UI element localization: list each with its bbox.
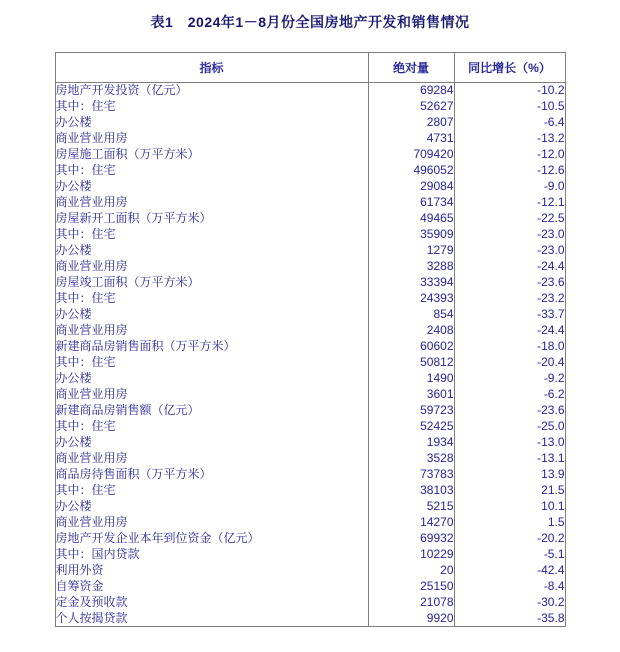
growth-value-cell: -20.2 xyxy=(454,531,565,547)
absolute-value-cell: 10229 xyxy=(368,547,454,563)
table-row xyxy=(55,387,565,403)
indicator-cell: 商业营业用房 xyxy=(55,387,128,401)
table-row xyxy=(55,595,565,611)
growth-value-cell: -24.4 xyxy=(454,323,565,339)
absolute-value-cell: 33394 xyxy=(368,275,454,291)
absolute-value-cell: 21078 xyxy=(368,595,454,611)
absolute-value-cell: 3601 xyxy=(368,387,454,403)
absolute-value-cell: 24393 xyxy=(368,291,454,307)
indicator-cell: 办公楼 xyxy=(55,371,92,385)
indicator-cell: 其中：住宅 xyxy=(55,355,116,369)
indicator-cell: 办公楼 xyxy=(55,307,92,321)
table-row xyxy=(55,339,565,355)
table-row xyxy=(55,275,565,291)
indicator-cell: 商业营业用房 xyxy=(55,515,128,529)
absolute-value-cell: 29084 xyxy=(368,179,454,195)
absolute-value-cell: 61734 xyxy=(368,195,454,211)
growth-value-cell: -33.7 xyxy=(454,307,565,323)
absolute-value-cell: 69284 xyxy=(368,83,454,99)
growth-value-cell: -42.4 xyxy=(454,563,565,579)
table-row xyxy=(55,419,565,435)
absolute-value-cell: 69932 xyxy=(368,531,454,547)
growth-value-cell: -20.4 xyxy=(454,355,565,371)
growth-value-cell: -23.6 xyxy=(454,275,565,291)
indicator-cell: 商业营业用房 xyxy=(55,451,128,465)
indicator-cell: 商业营业用房 xyxy=(55,195,128,209)
growth-value-cell: -25.0 xyxy=(454,419,565,435)
table-row xyxy=(55,323,565,339)
header-row xyxy=(55,53,565,83)
indicator-cell: 其中：住宅 xyxy=(55,99,116,113)
indicator-cell: 办公楼 xyxy=(55,435,92,449)
indicator-cell: 新建商品房销售额（亿元） xyxy=(55,403,200,417)
indicator-cell: 新建商品房销售面积（万平方米） xyxy=(55,339,236,353)
growth-value-cell: -5.1 xyxy=(454,547,565,563)
absolute-value-cell: 49465 xyxy=(368,211,454,227)
table-row xyxy=(55,83,565,99)
growth-value-cell: -12.1 xyxy=(454,195,565,211)
table-row xyxy=(55,195,565,211)
indicator-cell: 办公楼 xyxy=(55,243,92,257)
table-row xyxy=(55,115,565,131)
absolute-value-cell: 60602 xyxy=(368,339,454,355)
table-row xyxy=(55,307,565,323)
indicator-cell: 房屋新开工面积（万平方米） xyxy=(55,211,212,225)
table-row xyxy=(55,451,565,467)
growth-value-cell: -23.6 xyxy=(454,403,565,419)
absolute-value-cell: 1279 xyxy=(368,243,454,259)
indicator-cell: 房屋施工面积（万平方米） xyxy=(55,147,200,161)
absolute-value-cell: 59723 xyxy=(368,403,454,419)
growth-value-cell: -24.4 xyxy=(454,259,565,275)
absolute-value-cell: 20 xyxy=(368,563,454,579)
absolute-value-cell: 25150 xyxy=(368,579,454,595)
growth-value-cell: -23.0 xyxy=(454,227,565,243)
growth-value-cell: 10.1 xyxy=(454,499,565,515)
indicator-cell: 其中：国内贷款 xyxy=(55,547,140,561)
absolute-value-cell: 854 xyxy=(368,307,454,323)
indicator-cell: 房屋竣工面积（万平方米） xyxy=(55,275,200,289)
indicator-cell: 商品房待售面积（万平方米） xyxy=(55,467,212,481)
absolute-value-cell: 52627 xyxy=(368,99,454,115)
indicator-cell: 其中：住宅 xyxy=(55,227,116,241)
indicator-cell: 办公楼 xyxy=(55,179,92,193)
table-row xyxy=(55,611,565,627)
indicator-cell: 自筹资金 xyxy=(55,579,104,593)
table-row xyxy=(55,515,565,531)
table-row xyxy=(55,403,565,419)
indicator-cell: 办公楼 xyxy=(55,115,92,129)
growth-value-cell: 21.5 xyxy=(454,483,565,499)
table-row xyxy=(55,99,565,115)
growth-value-cell: 1.5 xyxy=(454,515,565,531)
indicator-cell: 定金及预收款 xyxy=(55,595,128,609)
absolute-value-cell: 4731 xyxy=(368,131,454,147)
indicator-cell: 其中：住宅 xyxy=(55,163,116,177)
table-row xyxy=(55,131,565,147)
indicator-cell: 个人按揭贷款 xyxy=(55,610,128,625)
growth-value-cell: -13.1 xyxy=(454,451,565,467)
indicator-cell: 商业营业用房 xyxy=(55,259,128,273)
absolute-value-cell: 496052 xyxy=(368,163,454,179)
growth-value-cell: -35.8 xyxy=(454,611,565,627)
table-row xyxy=(55,211,565,227)
absolute-value-cell: 5215 xyxy=(368,499,454,515)
growth-value-cell: -23.0 xyxy=(454,243,565,259)
growth-value-cell: -6.4 xyxy=(454,115,565,131)
growth-value-cell: -22.5 xyxy=(454,211,565,227)
growth-value-cell: -23.2 xyxy=(454,291,565,307)
table-row xyxy=(55,563,565,579)
growth-value-cell: 13.9 xyxy=(454,467,565,483)
absolute-value-cell: 1934 xyxy=(368,435,454,451)
growth-value-cell: -9.2 xyxy=(454,371,565,387)
indicator-cell: 其中：住宅 xyxy=(55,483,116,497)
indicator-cell: 房地产开发投资（亿元） xyxy=(55,83,188,98)
absolute-value-cell: 52425 xyxy=(368,419,454,435)
growth-value-cell: -13.2 xyxy=(454,131,565,147)
absolute-value-cell: 14270 xyxy=(368,515,454,531)
table-row xyxy=(55,467,565,483)
table-row xyxy=(55,147,565,163)
indicator-cell: 办公楼 xyxy=(55,499,92,513)
growth-value-cell: -10.5 xyxy=(454,99,565,115)
absolute-value-cell: 3288 xyxy=(368,259,454,275)
growth-value-cell: -10.2 xyxy=(454,83,565,99)
indicator-cell: 房地产开发企业本年到位资金（亿元） xyxy=(55,531,260,545)
growth-value-cell: -30.2 xyxy=(454,595,565,611)
growth-value-cell: -6.2 xyxy=(454,387,565,403)
table-row xyxy=(55,483,565,499)
table-row xyxy=(55,163,565,179)
table-row xyxy=(55,547,565,563)
absolute-value-cell: 50812 xyxy=(368,355,454,371)
absolute-value-cell: 1490 xyxy=(368,371,454,387)
absolute-value-cell: 9920 xyxy=(368,611,454,627)
growth-value-cell: -12.0 xyxy=(454,147,565,163)
table-row xyxy=(55,499,565,515)
indicator-cell: 商业营业用房 xyxy=(55,131,128,145)
table-row xyxy=(55,179,565,195)
header-growth: 同比增长（%） xyxy=(454,53,565,83)
table-row xyxy=(55,259,565,275)
growth-value-cell: -13.0 xyxy=(454,435,565,451)
header-indicator: 指标 xyxy=(55,53,368,83)
absolute-value-cell: 2807 xyxy=(368,115,454,131)
table-row xyxy=(55,371,565,387)
absolute-value-cell: 38103 xyxy=(368,483,454,499)
absolute-value-cell: 3528 xyxy=(368,451,454,467)
statistics-table xyxy=(55,52,566,627)
indicator-cell: 其中：住宅 xyxy=(55,419,116,433)
indicator-cell: 利用外资 xyxy=(55,563,104,577)
header-absolute: 绝对量 xyxy=(368,53,454,83)
table-row xyxy=(55,435,565,451)
table-body xyxy=(55,83,565,627)
table-row xyxy=(55,579,565,595)
growth-value-cell: -9.0 xyxy=(454,179,565,195)
indicator-cell: 其中：住宅 xyxy=(55,291,116,305)
table-row xyxy=(55,355,565,371)
table-title: 表1 2024年1－8月份全国房地产开发和销售情况 xyxy=(150,14,470,30)
absolute-value-cell: 73783 xyxy=(368,467,454,483)
table-row xyxy=(55,531,565,547)
absolute-value-cell: 2408 xyxy=(368,323,454,339)
growth-value-cell: -12.6 xyxy=(454,163,565,179)
indicator-cell: 商业营业用房 xyxy=(55,323,128,337)
absolute-value-cell: 35909 xyxy=(368,227,454,243)
absolute-value-cell: 709420 xyxy=(368,147,454,163)
growth-value-cell: -8.4 xyxy=(454,579,565,595)
table-row xyxy=(55,227,565,243)
table-row xyxy=(55,291,565,307)
table-row xyxy=(55,243,565,259)
growth-value-cell: -18.0 xyxy=(454,339,565,355)
